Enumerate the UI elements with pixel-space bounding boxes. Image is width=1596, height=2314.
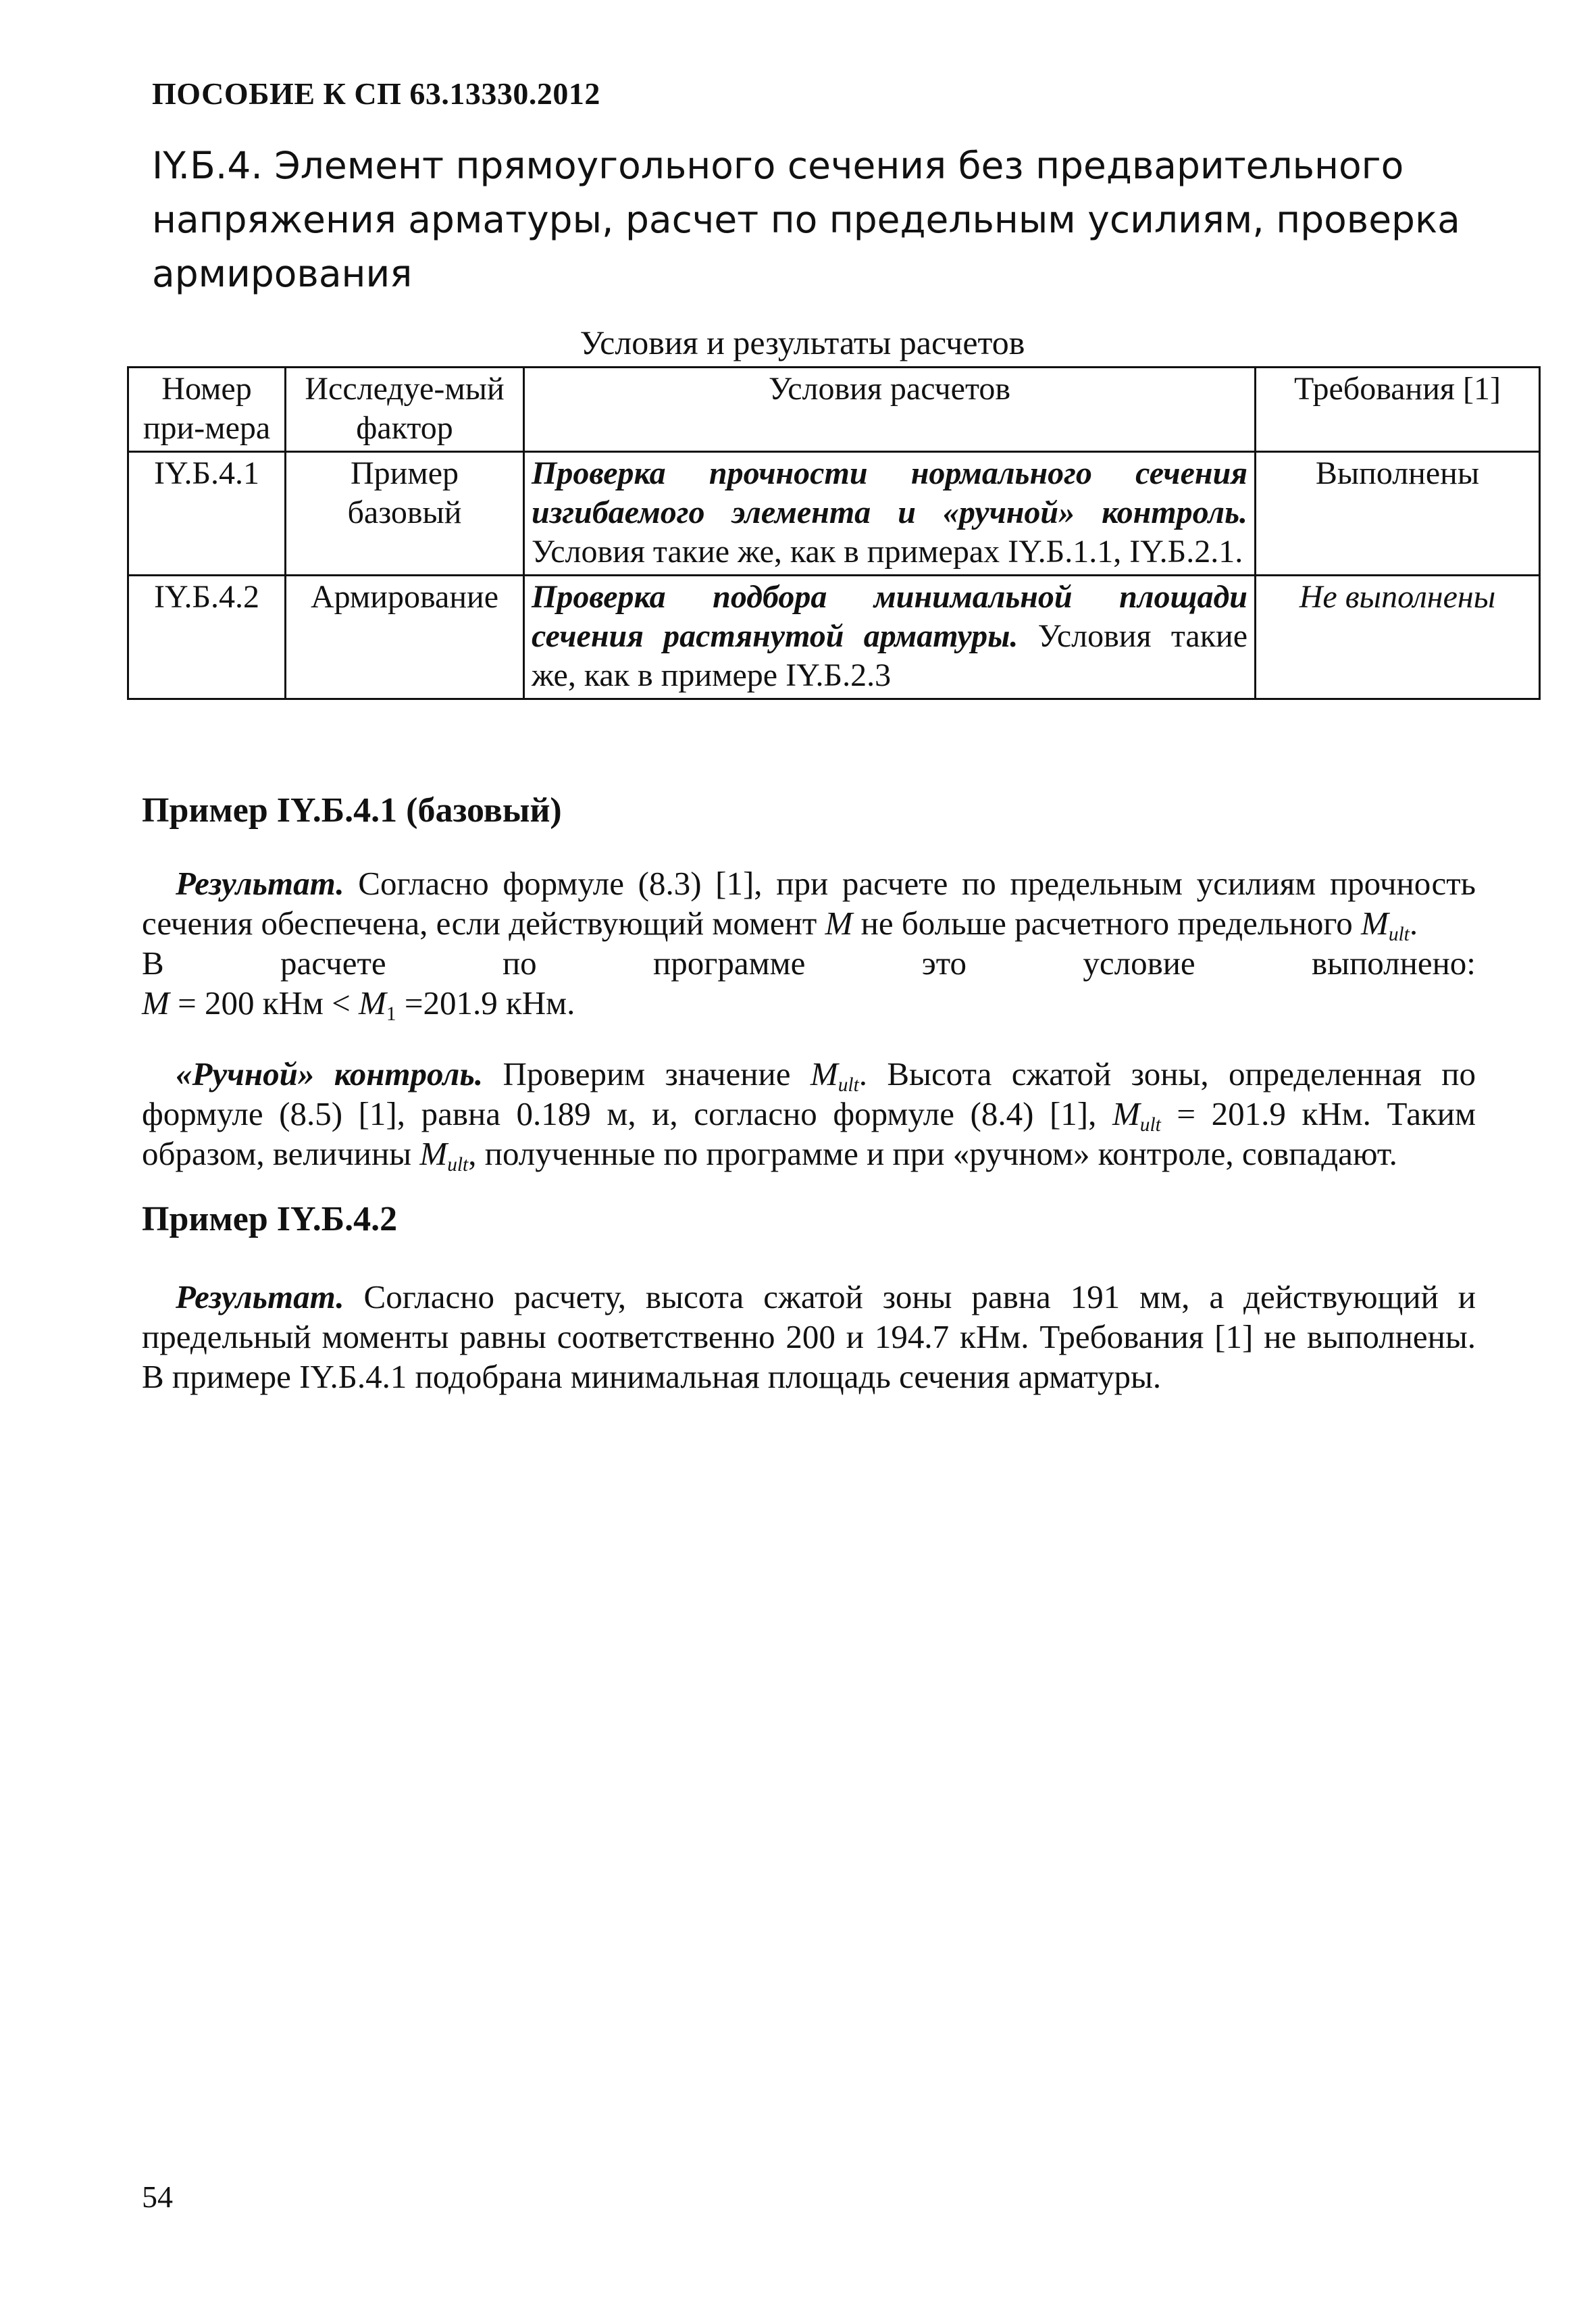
example1-result-line4: M = 200 кНм < $M_1 =201.9$ кНм. (142, 984, 575, 1025)
section-title: IY.Б.4. Элемент прямоугольного сечения без предварительного напряжения арматуры, расчет по предельным усилиям, проверка армирования (152, 144, 1460, 295)
header-number: Номер при-мера (128, 368, 286, 452)
manual-label: «Ручной» контроль. (176, 1055, 484, 1092)
example2-result-paragraph: Результат. Согласно расчету, высота сжатой зоны равна 191 мм, а действующий и предельный моменты равны соответственно 200 и 194.7 кНм. Требования [1] не выполнены. В примере IY.Б.4.1 подобрана минимальная площадь сечения арматуры. (142, 1278, 1476, 1395)
result-label: Результат. (176, 865, 344, 902)
row-conditions (524, 452, 1256, 576)
header-factor: Исследуе-мый фактор (286, 368, 524, 452)
row-conditions (524, 576, 1256, 699)
table-row (128, 576, 1540, 699)
header-requirements: Требования [1] (1256, 368, 1540, 452)
row-conditions-emphasis: Проверка прочности нормального сечения изгибаемого элемента и «ручной» контроль. (532, 455, 1247, 530)
row-number: IY.Б.4.2 (128, 576, 286, 699)
row-factor: Армирование (286, 576, 524, 699)
example1-result-paragraph: Результат. Согласно формуле (8.3) [1], при расчете по предельным усилиям прочность сечения обеспечена, если действующий момент M не больше расчетного предельного $M_{ult}$. В расчете по программе это условие выполнено: M = 200 кНм < $M_1 =201.9$ кНм. (142, 865, 1476, 1025)
running-head: ПОСОБИЕ К СП 63.13330.2012 (152, 76, 600, 111)
table-header-row (128, 368, 1540, 452)
table-caption: Условия и результаты расчетов (580, 324, 1025, 361)
row-conditions-emphasis: Проверка подбора минимальной площади сечения растянутой арматуры. (532, 579, 1247, 654)
example1-manual-paragraph: «Ручной» контроль. Проверим значение $M_{ult}$. Высота сжатой зоны, определенная по формуле (8.5) [1], равна 0.189 м, и, согласно формуле (8.4) [1], $M_{ult} = 201.9$ кНм. Таким образом, величины $M_{ult}$, полученные по программе и при «ручном» контроле, совпадают. (142, 1055, 1476, 1176)
row-conditions-text: Условия такие же, как в примерах IY.Б.1.1, IY.Б.2.1. (532, 534, 1243, 570)
row-requirements: Не выполнены (1256, 576, 1540, 699)
example2-heading: Пример IY.Б.4.2 (142, 1200, 398, 1238)
row-number: IY.Б.4.1 (128, 452, 286, 576)
header-conditions: Условия расчетов (524, 368, 1256, 452)
results-table (127, 366, 1541, 700)
row-conditions-text: Условия такие же, как в примере IY.Б.2.3 (532, 618, 1248, 693)
table-row (128, 452, 1540, 576)
row-requirements: Выполнены (1256, 452, 1540, 576)
example1-heading: Пример IY.Б.4.1 (базовый) (142, 791, 562, 830)
example1-result-line3: В расчете по программе это условие выполнено: (142, 945, 1476, 982)
result-label: Результат. (176, 1278, 344, 1315)
row-factor: Пример базовый (286, 452, 524, 576)
page-number: 54 (142, 2180, 173, 2214)
